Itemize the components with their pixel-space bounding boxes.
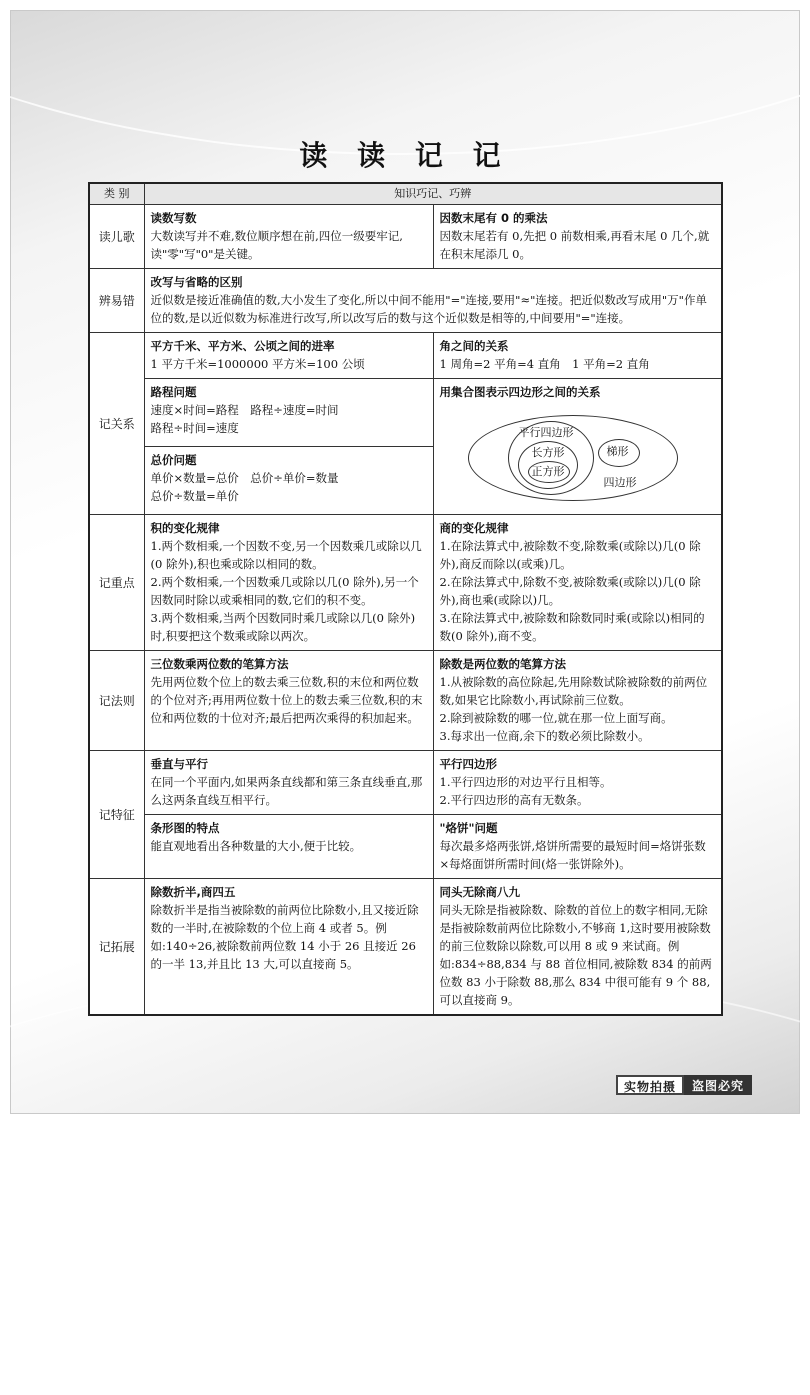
content-cell [144,269,722,333]
list-item: 2.平行四边形的高有无数条。 [439,793,589,807]
table-row [89,379,722,447]
knowledge-table [88,182,723,1016]
section-text: 因数末尾若有 0,先把 0 前数相乘,再看末尾 0 几个,就在积末尾添几 0。 [439,229,710,261]
decorative-swoosh [0,971,810,1395]
table-row [89,269,722,333]
content-cell [433,333,722,379]
category-label: 辨易错 [89,269,144,333]
section-heading: 条形图的特点 [150,821,220,835]
content-cell [144,815,433,879]
section-heading: 三位数乘两位数的笔算方法 [150,657,289,671]
decorative-swoosh [0,0,810,155]
section-text: 先用两位数个位上的数去乘三位数,积的末位和两位数的个位对齐;再用两位数十位上的数去乘三位数,积的末位和两位数的十位对齐;最后把两次乘得的积加起来。 [150,675,423,725]
table-row [89,751,722,815]
list-item: 1.在除法算式中,被除数不变,除数乘(或除以)几(0 除外),商反而除以(或乘)几。 [439,539,701,571]
category-label: 读儿歌 [89,205,144,269]
parallelogram-label: 平行四边形 [518,426,574,439]
header-category: 类 别 [89,183,144,205]
content-cell [433,651,722,751]
section-heading: "烙饼"问题 [439,821,498,835]
list-item: 3.每求出一位商,余下的数必须比除数小。 [439,729,650,743]
section-heading: 路程问题 [150,385,197,399]
stamp-left-text: 实物拍摄 [616,1075,684,1095]
section-text: 除数折半是指当被除数的前两位比除数小,且又接近除数的一半时,在被除数的个位上商 4 或者 5。例如:140÷26,被除数前两位数 14 小于 26 且接近 26 的一半 13,并且比 13 大,可以直接商 5。 [150,903,419,971]
list-item: 3.两个数相乘,当两个因数同时乘几或除以几(0 除外)时,积要把这个数乘或除以两次。 [150,611,416,643]
section-heading: 改写与省略的区别 [150,275,243,289]
list-item: 1.平行四边形的对边平行且相等。 [439,775,612,789]
table-row [89,205,722,269]
content-cell [144,751,433,815]
list-item: 1.两个数相乘,一个因数不变,另一个因数乘几或除以几(0 除外),积也乘或除以相同的数。 [150,539,422,571]
section-text: 近似数是接近准确值的数,大小发生了变化,所以中间不能用"="连接,要用"≈"连接。把近似数改写成用"万"作单位的数,是以近似数为标准进行改写,所以改写后的数与这个近似数是相等的,中间要用"="连接。 [150,293,707,325]
content-cell [144,879,433,1016]
category-label: 记法则 [89,651,144,751]
content-cell [144,447,433,515]
watermark-stamp [616,1075,752,1095]
content-cell [433,205,722,269]
section-text: 路程÷时间=速度 [150,421,239,435]
section-heading: 垂直与平行 [150,757,208,771]
content-cell [144,333,433,379]
section-heading: 总价问题 [150,453,197,467]
list-item: 2.除到被除数的哪一位,就在那一位上面写商。 [439,711,673,725]
content-cell [433,879,722,1016]
content-cell [433,815,722,879]
section-heading: 同头无除商八九 [439,885,520,899]
content-cell [144,379,433,447]
section-heading: 除数是两位数的笔算方法 [439,657,566,671]
section-heading: 因数末尾有 0 的乘法 [439,211,548,225]
content-cell [144,515,433,651]
list-item: 1.从被除数的高位除起,先用除数试除被除数的前两位数,如果它比除数小,再试除前三位数。 [439,675,708,707]
content-cell [144,205,433,269]
section-heading: 积的变化规律 [150,521,220,535]
rectangle-label: 长方形 [531,446,565,459]
section-heading: 商的变化规律 [439,521,509,535]
list-item: 3.在除法算式中,被除数和除数同时乘(或除以)相同的数(0 除外),商不变。 [439,611,705,643]
section-text: 1 周角=2 平角=4 直角 1 平角=2 直角 [439,357,650,371]
category-label: 记关系 [89,333,144,515]
list-item: 2.在除法算式中,除数不变,被除数乘(或除以)几(0 除外),商也乘(或除以)几。 [439,575,701,607]
content-cell [433,515,722,651]
category-label: 记重点 [89,515,144,651]
section-text: 速度×时间=路程 路程÷速度=时间 [150,403,339,417]
section-text: 1 平方千米=1000000 平方米=100 公顷 [150,357,365,371]
section-text: 总价÷数量=单价 [150,489,239,503]
section-text: 单价×数量=总价 总价÷单价=数量 [150,471,339,485]
section-heading: 平行四边形 [439,757,497,771]
section-text: 在同一个平面内,如果两条直线都和第三条直线垂直,那么这两条直线互相平行。 [150,775,423,807]
quadrilateral-label: 四边形 [603,476,637,489]
section-text: 每次最多烙两张饼,烙饼所需要的最短时间=烙饼张数×每烙面饼所需时间(烙一张饼除外)。 [439,839,706,871]
section-heading: 用集合图表示四边形之间的关系 [439,385,601,399]
stamp-right-text: 盗图必究 [684,1075,752,1095]
page-title: 读 读 记 记 [299,139,511,172]
category-label: 记拓展 [89,879,144,1016]
section-text: 能直观地看出各种数量的大小,便于比较。 [150,839,362,853]
table-row [89,333,722,379]
section-heading: 角之间的关系 [439,339,509,353]
table-header-row [89,183,722,205]
category-label: 记特征 [89,751,144,879]
table-row [89,879,722,1016]
section-heading: 读数写数 [150,211,197,225]
header-content: 知识巧记、巧辨 [144,183,722,205]
square-label: 正方形 [531,465,565,478]
table-row [89,815,722,879]
content-cell [433,379,722,515]
content-cell [144,651,433,751]
content-cell [433,751,722,815]
section-text: 同头无除是指被除数、除数的首位上的数字相同,无除是指被除数前两位比除数小,不够商 1,这时要用被除数的前三位数除以除数,可以用 8 或 9 来试商。例如:834÷88,834 与 88 首位相同,被除数 834 的前两位数 83 小于除数 88,那么 834 中很可能有 9 个 88,可以直接商 9。 [439,903,712,1007]
quadrilateral-venn-diagram [440,401,716,509]
section-text: 大数读写并不难,数位顺序想在前,四位一级要牢记,读"零"写"0"是关键。 [150,229,403,261]
trapezoid-label: 梯形 [606,445,629,458]
section-heading: 除数折半,商四五 [150,885,236,899]
list-item: 2.两个数相乘,一个因数乘几或除以几(0 除外),另一个因数同时除以或乘相同的数,它们的积不变。 [150,575,419,607]
section-heading: 平方千米、平方米、公顷之间的进率 [150,339,335,353]
table-row [89,515,722,651]
table-row [89,651,722,751]
